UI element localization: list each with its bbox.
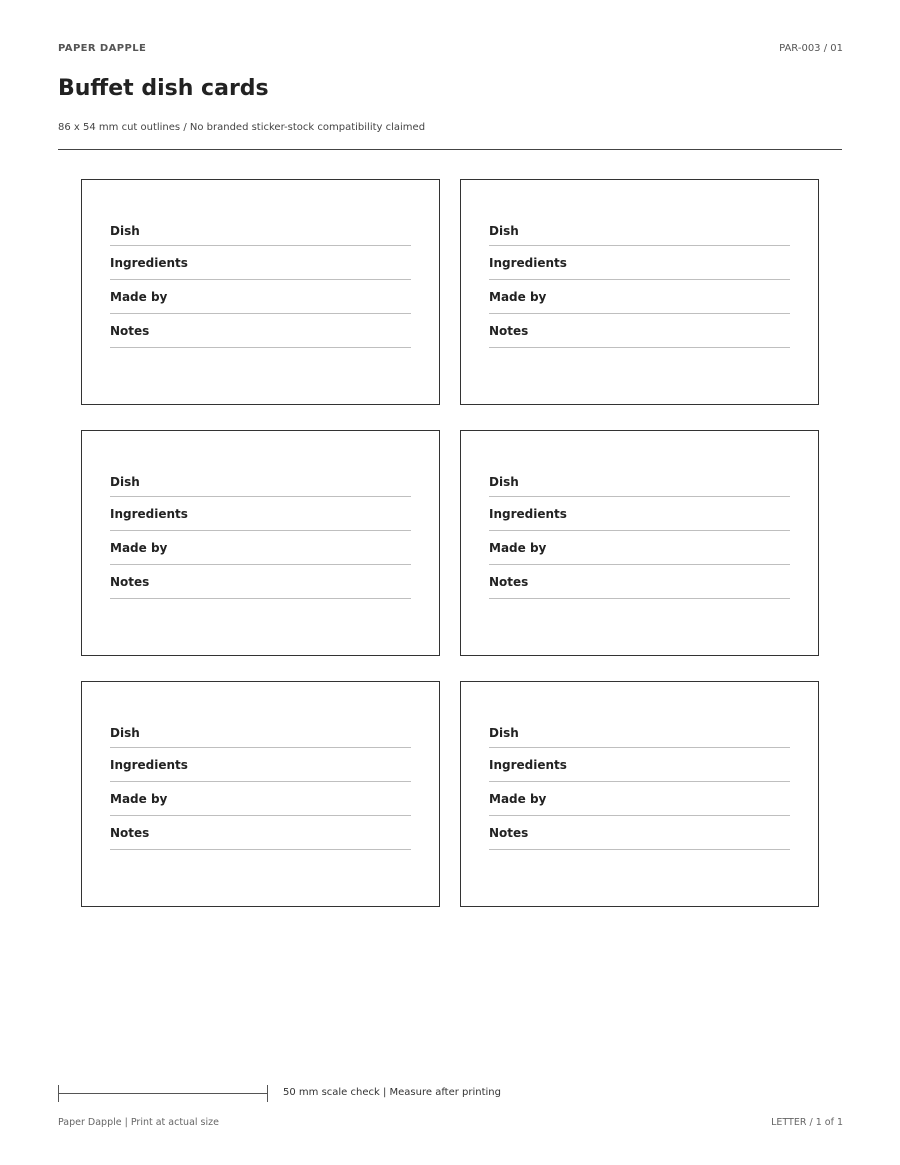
scale-check-bar [58,1085,268,1102]
scale-line [58,1093,267,1094]
footer-page-info: LETTER / 1 of 1 [771,1117,843,1128]
ingredients-field-label: Ingredients [489,748,790,782]
dish-card [460,430,819,656]
ingredients-field-label: Ingredients [489,246,790,280]
page-subtitle: 86 x 54 mm cut outlines / No branded sticker-stock compatibility claimed [58,122,426,133]
card-grid [81,179,819,907]
made-by-field-label: Made by [110,531,411,565]
dish-field-label: Dish [110,718,411,748]
page-title: Buffet dish cards [58,76,269,101]
dish-field-label: Dish [110,216,411,246]
dish-field-label: Dish [489,718,790,748]
notes-field-label: Notes [489,565,790,599]
notes-field-label: Notes [110,816,411,850]
header-divider [58,149,842,150]
ingredients-field-label: Ingredients [110,497,411,531]
dish-card [81,681,440,907]
made-by-field-label: Made by [110,280,411,314]
brand-name: PAPER DAPPLE [58,43,147,54]
dish-card [81,430,440,656]
dish-card [460,179,819,405]
notes-field-label: Notes [110,565,411,599]
made-by-field-label: Made by [110,782,411,816]
ingredients-field-label: Ingredients [110,246,411,280]
dish-field-label: Dish [489,467,790,497]
footer-print-note: Paper Dapple | Print at actual size [58,1117,219,1128]
scale-tick-end [267,1085,268,1102]
scale-tick-start [58,1085,59,1102]
ingredients-field-label: Ingredients [110,748,411,782]
dish-card [460,681,819,907]
notes-field-label: Notes [489,314,790,348]
notes-field-label: Notes [110,314,411,348]
made-by-field-label: Made by [489,531,790,565]
dish-field-label: Dish [489,216,790,246]
notes-field-label: Notes [489,816,790,850]
made-by-field-label: Made by [489,782,790,816]
dish-field-label: Dish [110,467,411,497]
ingredients-field-label: Ingredients [489,497,790,531]
document-code: PAR-003 / 01 [779,43,843,54]
made-by-field-label: Made by [489,280,790,314]
dish-card [81,179,440,405]
scale-check-note: 50 mm scale check | Measure after printing [283,1087,501,1098]
